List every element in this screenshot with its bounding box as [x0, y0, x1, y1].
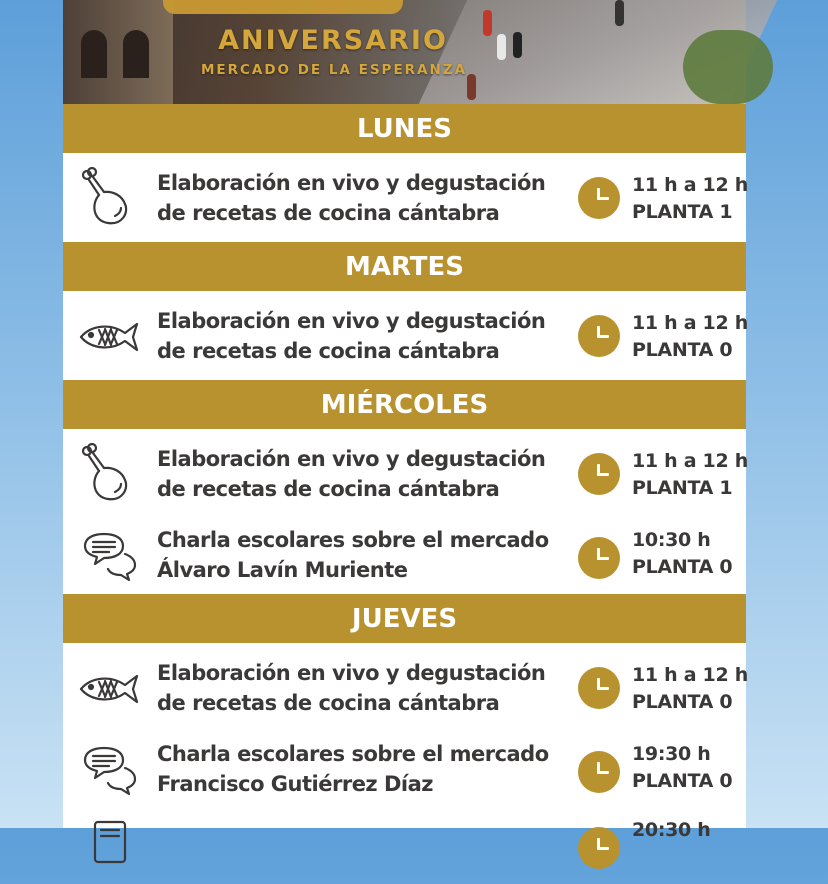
day-header-lunes: LUNES — [63, 104, 746, 153]
event-row — [63, 517, 746, 593]
day-header-martes: MARTES — [63, 242, 746, 291]
event-time-location — [632, 310, 748, 364]
event-title-line: Elaboración en vivo y degustación — [157, 661, 546, 685]
event-row — [63, 731, 746, 807]
document-icon — [77, 814, 143, 880]
chicken-leg-icon — [77, 442, 143, 508]
building-wall — [63, 0, 173, 104]
banner-title: ANIVERSARIO — [218, 25, 448, 56]
day-header-jueves: JUEVES — [63, 594, 746, 643]
event-description — [157, 306, 567, 366]
arch-window — [123, 30, 149, 78]
event-detail-line: de recetas de cocina cántabra — [157, 691, 500, 715]
speech-bubbles-icon — [77, 738, 143, 804]
header-banner-photo — [63, 0, 746, 104]
event-time: 11 h a 12 h — [632, 174, 748, 196]
event-location: PLANTA 0 — [632, 770, 733, 792]
chicken-leg-icon — [77, 166, 143, 232]
event-location: PLANTA 1 — [632, 477, 733, 499]
event-description — [157, 525, 567, 585]
event-description — [157, 444, 567, 504]
event-time-location — [632, 448, 748, 502]
event-title-line: Elaboración en vivo y degustación — [157, 309, 546, 333]
fish-icon — [77, 656, 143, 722]
event-time: 10:30 h — [632, 529, 711, 551]
clock-icon — [578, 751, 620, 793]
day-header-miércoles: MIÉRCOLES — [63, 380, 746, 429]
person-figure — [497, 34, 506, 60]
event-description — [157, 658, 567, 718]
event-detail-line: de recetas de cocina cántabra — [157, 339, 500, 363]
clock-icon — [578, 177, 620, 219]
event-description — [157, 739, 567, 799]
clock-icon — [578, 667, 620, 709]
event-time-location — [632, 527, 744, 581]
event-title-line: Charla escolares sobre el mercado — [157, 742, 549, 766]
event-row — [63, 291, 746, 379]
event-detail-line: Francisco Gutiérrez Díaz — [157, 772, 433, 796]
person-figure — [513, 32, 522, 58]
clock-icon — [578, 453, 620, 495]
banner-subtitle: MERCADO DE LA ESPERANZA — [200, 62, 468, 78]
event-description — [157, 168, 567, 228]
speech-bubbles-icon — [77, 524, 143, 590]
event-title-line: Elaboración en vivo y degustación — [157, 171, 546, 195]
event-row — [63, 429, 746, 517]
clock-icon — [578, 827, 620, 869]
event-row — [63, 153, 746, 241]
event-time: 19:30 h — [632, 743, 711, 765]
event-poster — [63, 0, 748, 841]
event-title-line: Elaboración en vivo y degustación — [157, 447, 546, 471]
event-detail-line: de recetas de cocina cántabra — [157, 477, 500, 501]
tree — [683, 30, 773, 104]
clock-icon — [578, 537, 620, 579]
event-time-location — [632, 741, 744, 795]
person-figure — [615, 0, 624, 26]
event-time: 11 h a 12 h — [632, 664, 748, 686]
event-time-location — [632, 172, 748, 226]
event-time: 11 h a 12 h — [632, 450, 748, 472]
event-time: 20:30 h — [632, 819, 711, 841]
event-location: PLANTA 0 — [632, 339, 733, 361]
event-detail-line: de recetas de cocina cántabra — [157, 201, 500, 225]
event-time-location — [632, 817, 744, 844]
event-row — [63, 643, 746, 731]
event-time: 11 h a 12 h — [632, 312, 748, 334]
anniversary-number-graphic — [163, 0, 403, 14]
event-detail-line: Álvaro Lavín Muriente — [157, 558, 408, 582]
event-row — [63, 807, 746, 883]
clock-icon — [578, 315, 620, 357]
event-time-location — [632, 662, 748, 716]
event-location: PLANTA 1 — [632, 201, 733, 223]
fish-icon — [77, 304, 143, 370]
event-location: PLANTA 0 — [632, 691, 733, 713]
arch-window — [81, 30, 107, 78]
event-location: PLANTA 0 — [632, 556, 733, 578]
event-title-line: Charla escolares sobre el mercado — [157, 528, 549, 552]
